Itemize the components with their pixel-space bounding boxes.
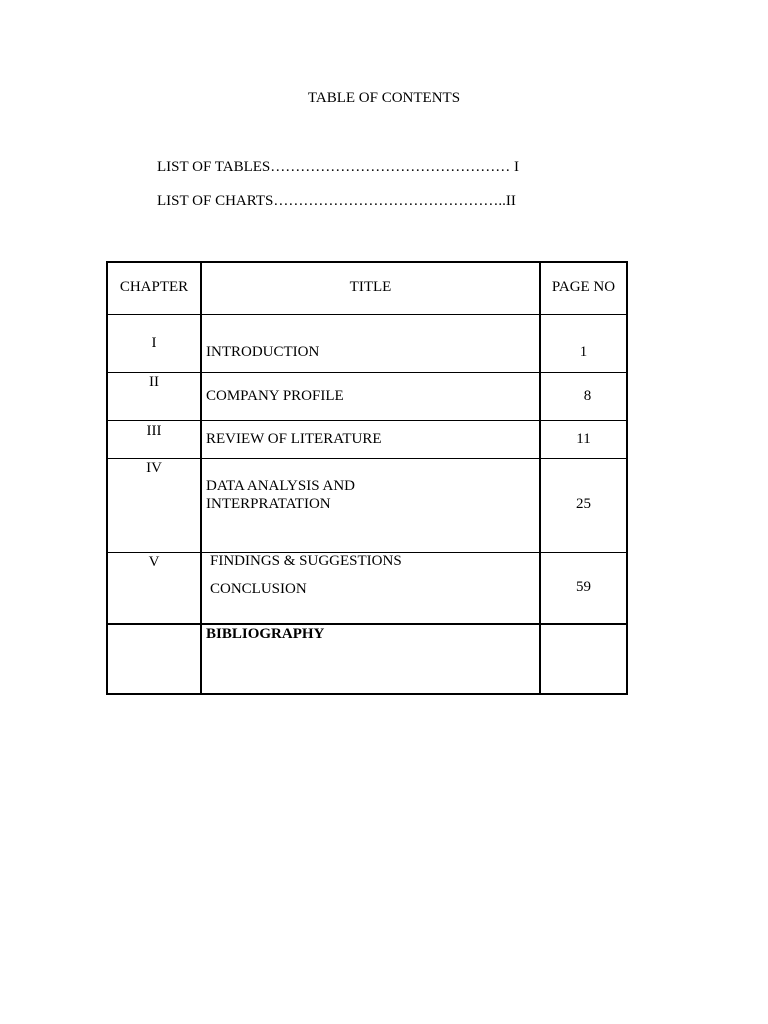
list-of-tables-entry: LIST OF TABLES………………………………………… I	[157, 159, 520, 175]
list-of-charts-entry: LIST OF CHARTS………………………………………..II	[157, 193, 516, 209]
row-title-line1: FINDINGS & SUGGESTIONS	[210, 553, 402, 569]
row-divider	[108, 314, 626, 315]
row-page: 11	[576, 431, 591, 447]
contents-table	[106, 261, 628, 695]
row-page: 8	[583, 388, 592, 404]
row-title: REVIEW OF LITERATURE	[206, 431, 382, 447]
row-divider	[108, 623, 626, 625]
column-divider	[539, 263, 541, 693]
header-title: TITLE	[349, 279, 392, 295]
row-divider	[108, 420, 626, 421]
row-title: INTRODUCTION	[206, 344, 320, 360]
row-title-line1: DATA ANALYSIS AND	[206, 478, 355, 494]
header-chapter: CHAPTER	[119, 279, 189, 295]
row-title-bibliography: BIBLIOGRAPHY	[206, 626, 325, 642]
row-title-line2: CONCLUSION	[210, 581, 307, 597]
row-chapter: I	[151, 335, 157, 351]
page-title: TABLE OF CONTENTS	[307, 90, 461, 106]
header-page-no: PAGE NO	[551, 279, 616, 295]
column-divider	[200, 263, 202, 693]
row-page: 59	[576, 579, 591, 595]
row-chapter: III	[146, 423, 162, 439]
row-title-line2: INTERPRATATION	[206, 496, 331, 512]
row-chapter: II	[149, 374, 159, 390]
row-title: COMPANY PROFILE	[206, 388, 344, 404]
row-chapter: IV	[146, 460, 162, 476]
row-page: 25	[576, 496, 591, 512]
row-page: 1	[579, 344, 588, 360]
row-chapter: V	[148, 554, 160, 570]
